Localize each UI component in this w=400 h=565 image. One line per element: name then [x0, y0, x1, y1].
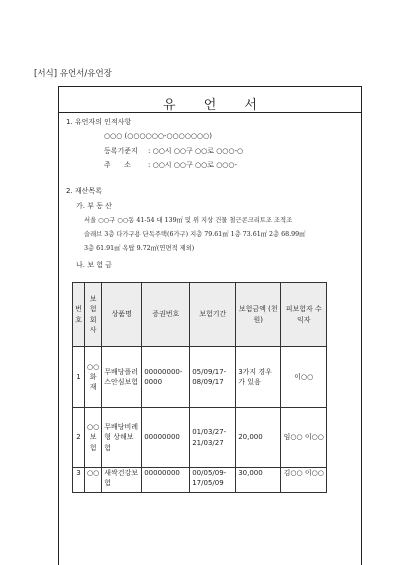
row-policy: 00000000: [142, 408, 190, 468]
header-product: 상품명: [102, 283, 142, 347]
header-company: 보험회사: [85, 283, 102, 347]
address-label: 주 소: [104, 161, 131, 169]
address-value: : ○○시 ○○구 ○○로 ○○○-: [148, 161, 238, 169]
row-no: 1: [73, 347, 85, 408]
table-header-row: [73, 283, 327, 347]
insurance-table: [72, 282, 327, 493]
table-row: [73, 468, 327, 493]
row-policy: 00000000-0000: [142, 347, 190, 408]
row-company: ○○: [85, 468, 102, 493]
property-line: 3층 61.91㎡ 옥탑 9.72㎡(연면적 제외): [84, 245, 195, 252]
row-insured: 임○○ 이○○: [281, 408, 327, 468]
insurance-heading: 나. 보 험 금: [76, 261, 112, 269]
row-company: ○○보험: [85, 408, 102, 468]
header-policy: 증권번호: [142, 283, 190, 347]
row-no: 3: [73, 468, 85, 493]
row-product: 무배당비례형 상해보험: [102, 408, 142, 468]
real-estate-heading: 가. 부 동 산: [76, 202, 112, 210]
section1-heading: 1. 유언자의 인적사항: [66, 118, 132, 126]
registration-label: 등록기준지: [104, 147, 138, 155]
row-amount: 3가지 경우가 있음: [236, 347, 281, 408]
row-product: 무배당플러스안심보험: [102, 347, 142, 408]
row-no: 2: [73, 408, 85, 468]
header-period: 보험기간: [190, 283, 236, 347]
section2-heading: 2. 재산목록: [66, 187, 102, 195]
row-product: 새싹건강보험: [102, 468, 142, 493]
testator-name: ○○○ (○○○○○○-○○○○○○○): [104, 132, 212, 140]
title-divider: [59, 112, 361, 113]
row-insured: 김○○ 이○○: [281, 468, 327, 493]
table-row: [73, 408, 327, 468]
header-amount: 보험금액 (천원): [236, 283, 281, 347]
form-label: [서식] 유언서/유언장: [34, 69, 112, 79]
property-line: 슬래브 3층 다가구용 단독주택(6가구) 지층 79.61㎡ 1층 73.61㎡ 2층 68.99㎡: [84, 231, 306, 238]
row-amount: 30,000: [236, 468, 281, 493]
property-line: 서울 ○○구 ○○동 41-54 대 139㎡ 및 위 지상 건물 철근콘크리트조 조적조: [84, 217, 293, 224]
header-no: 번호: [73, 283, 85, 347]
header-insured: 피보험자 수익자: [281, 283, 327, 347]
row-policy: 00000000: [142, 468, 190, 493]
row-amount: 20,000: [236, 408, 281, 468]
row-company: ○○화재: [85, 347, 102, 408]
row-insured: 이○○: [281, 347, 327, 408]
document-title: 유 언 서: [163, 98, 269, 113]
row-period: 00/05/09-17/05/09: [190, 468, 236, 493]
row-period: 05/09/17-08/09/17: [190, 347, 236, 408]
registration-value: : ○○시 ○○구 ○○로 ○○○-○: [148, 147, 244, 155]
row-period: 01/03/27-21/03/27: [190, 408, 236, 468]
table-row: [73, 347, 327, 408]
